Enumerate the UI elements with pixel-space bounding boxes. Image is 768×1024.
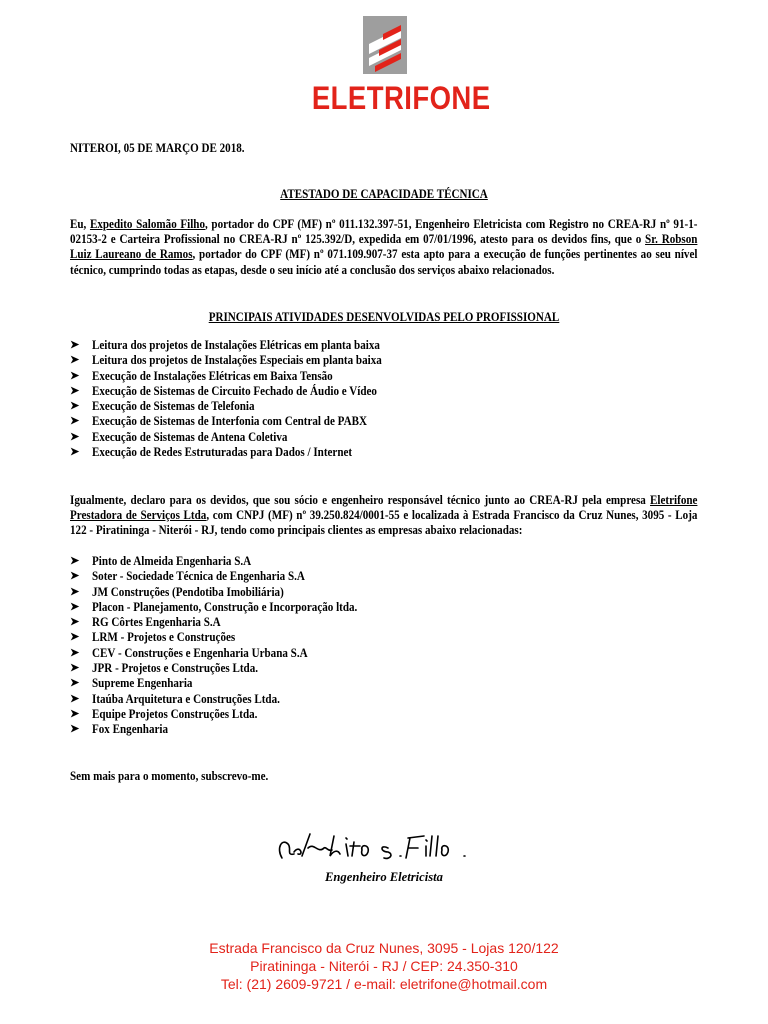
client-item-label: JM Construções (Pendotiba Imobiliária): [92, 584, 284, 599]
arrow-bullet-icon: ➤: [70, 354, 80, 367]
arrow-bullet-icon: ➤: [70, 662, 80, 675]
activity-item: [70, 414, 421, 429]
activity-item: [70, 384, 421, 399]
client-item: [70, 707, 394, 722]
date-line: NITEROI, 05 DE MARÇO DE 2018.: [70, 141, 245, 155]
client-item-label: Itaúba Arquitetura e Construções Ltda.: [92, 691, 280, 706]
activity-item-label: Execução de Sistemas de Telefonia: [92, 399, 255, 414]
technician-name: Sr. Robson Luiz Laureano de Ramos: [70, 232, 698, 262]
activity-item: [70, 445, 421, 460]
activities-title: PRINCIPAIS ATIVIDADES DESENVOLVIDAS PELO PROFISSIONAL: [208, 310, 560, 324]
arrow-bullet-icon: ➤: [70, 339, 80, 351]
client-item: [70, 585, 394, 600]
logo-mark-icon: [361, 14, 409, 76]
arrow-bullet-icon: ➤: [70, 677, 80, 690]
client-item-label: JPR - Projetos e Construções Ltda.: [92, 661, 259, 676]
arrow-bullet-icon: ➤: [70, 369, 80, 382]
closing-line: Sem mais para o momento, subscrevo-me.: [70, 769, 269, 783]
activity-item-label: Execução de Instalações Elétricas em Baixa Tensão: [92, 368, 333, 383]
activity-item: [70, 369, 421, 384]
client-item: [70, 661, 394, 676]
arrow-bullet-icon: ➤: [70, 600, 80, 613]
client-item-label: Equipe Projetos Construções Ltda.: [92, 706, 258, 721]
arrow-bullet-icon: ➤: [70, 646, 80, 659]
footer-address: Estrada Francisco da Cruz Nunes, 3095 - Lojas 120/122: [209, 940, 559, 956]
activity-item-label: Execução de Sistemas de Interfonia com Central de PABX: [92, 414, 367, 429]
client-item-label: RG Côrtes Engenharia S.A: [92, 615, 221, 630]
document-title: ATESTADO DE CAPACIDADE TÉCNICA: [280, 187, 488, 201]
arrow-bullet-icon: ➤: [70, 723, 80, 736]
signature-caption: Engenheiro Eletricista: [325, 870, 443, 884]
client-item-label: LRM - Projetos e Construções: [92, 630, 236, 645]
client-item: [70, 630, 394, 645]
client-item-label: Supreme Engenharia: [92, 676, 193, 691]
company-name: Eletrifone Prestadora de Serviços Ltda: [70, 493, 698, 523]
intro-text-2: , portador do CPF (MF) nº 011.132.397-51, Engenheiro Eletricista com Registro no CREA-RJ nº 91-1-02153-2 e Carteira Profissional no CREA-RJ nº 125.392/D, expedida em 07/01/1996, atesto para os devidos fins, que o: [70, 217, 698, 247]
client-item: [70, 554, 394, 569]
signature-image: [268, 826, 508, 870]
intro-text-1: Eu,: [70, 217, 90, 231]
logo-wordmark: ELETRIFONE: [311, 80, 491, 116]
activity-item-label: Execução de Redes Estruturadas para Dados / Internet: [92, 445, 353, 460]
activity-item: [70, 338, 421, 353]
arrow-bullet-icon: ➤: [70, 446, 80, 459]
arrow-bullet-icon: ➤: [70, 585, 80, 598]
client-item: [70, 569, 394, 584]
arrow-bullet-icon: ➤: [70, 616, 80, 629]
intro-paragraph: [70, 217, 697, 278]
company-logo: [300, 14, 491, 117]
arrow-bullet-icon: ➤: [70, 555, 80, 567]
arrow-bullet-icon: ➤: [70, 707, 80, 720]
arrow-bullet-icon: ➤: [70, 400, 80, 413]
company-paragraph: [70, 493, 697, 539]
client-item: [70, 646, 394, 661]
intro-text-3: , portador do CPF (MF) nº 071.109.907-37 esta apto para a execução de funções pertinentes ao seu nível técnico, cumprindo todas as etapas, desde o seu início até a conclusão dos serviços abaixo relacionados.: [70, 247, 698, 277]
footer-city: Piratininga - Niterói - RJ / CEP: 24.350-310: [250, 958, 518, 974]
company-text-2: , com CNPJ (MF) nº 39.250.824/0001-55 e localizada à Estrada Francisco da Cruz Nunes, 3095 - Loja 122 - Piratininga - Niterói - RJ, tendo como principais clientes as empresas abaixo relacionadas:: [70, 508, 698, 538]
clients-list: [70, 554, 394, 738]
engineer-name: Expedito Salomão Filho: [89, 217, 205, 231]
client-item: [70, 615, 394, 630]
arrow-bullet-icon: ➤: [70, 692, 80, 705]
client-item: [70, 600, 394, 615]
activity-item: [70, 430, 421, 445]
activities-list: [70, 338, 421, 460]
client-item-label: Fox Engenharia: [92, 722, 169, 737]
footer-contact: Tel: (21) 2609-9721 / e-mail: eletrifone@hotmail.com: [220, 976, 548, 992]
arrow-bullet-icon: ➤: [70, 570, 80, 583]
arrow-bullet-icon: ➤: [70, 384, 80, 397]
activity-item-label: Leitura dos projetos de Instalações Elétricas em planta baixa: [92, 338, 380, 352]
client-item-label: CEV - Construções e Engenharia Urbana S.A: [92, 645, 308, 660]
activity-item-label: Execução de Sistemas de Antena Coletiva: [92, 429, 288, 444]
arrow-bullet-icon: ➤: [70, 631, 80, 644]
client-item-label: Pinto de Almeida Engenharia S.A: [92, 554, 252, 568]
client-item: [70, 692, 394, 707]
arrow-bullet-icon: ➤: [70, 415, 80, 428]
arrow-bullet-icon: ➤: [70, 430, 80, 443]
client-item-label: Soter - Sociedade Técnica de Engenharia S.A: [92, 569, 305, 584]
client-item-label: Placon - Planejamento, Construção e Incorporação ltda.: [92, 599, 358, 614]
activity-item-label: Execução de Sistemas de Circuito Fechado de Áudio e Vídeo: [92, 383, 377, 398]
client-item: [70, 676, 394, 691]
company-text-1: Igualmente, declaro para os devidos, que sou sócio e engenheiro responsável técnico junto ao CREA-RJ pela empresa: [70, 493, 651, 507]
activity-item-label: Leitura dos projetos de Instalações Especiais em planta baixa: [92, 353, 382, 368]
client-item: [70, 722, 394, 737]
activity-item: [70, 399, 421, 414]
activity-item: [70, 353, 421, 368]
